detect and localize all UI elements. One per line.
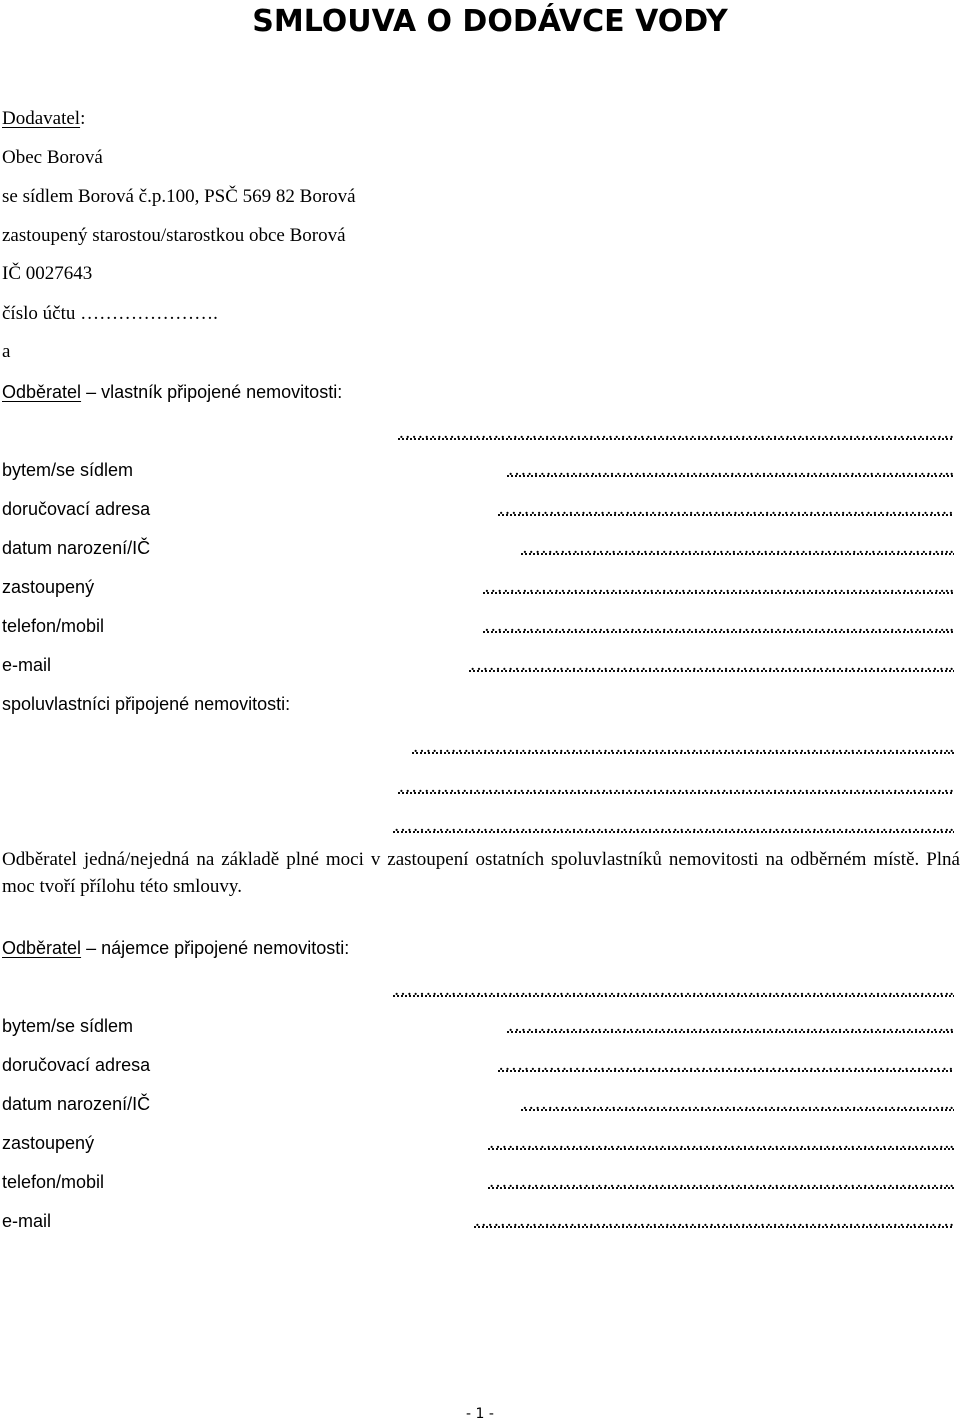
tenant-birth-label: datum narození/IČ	[2, 1094, 151, 1114]
proxy-paragraph: Odběratel jedná/nejedná na základě plné moci v zastoupení ostatních spoluvlastníků nemovitosti na odběrném místě. Plná moc tvoří přílohu této smlouvy.	[2, 849, 960, 897]
coowner-line-3[interactable]	[2, 814, 954, 838]
conjunction-and: a	[2, 341, 11, 362]
tenant-phone-field[interactable]	[2, 1170, 954, 1194]
tenant-phone-blank: ………………………………………………………………..	[488, 1171, 954, 1192]
tenant-name-blank: ……………………………………………………………………………..	[393, 979, 954, 1000]
owner-address-field[interactable]	[2, 497, 954, 521]
tenant-residence-blank: ……………………………………………………………..	[507, 1015, 954, 1036]
supplier-ic: IČ 0027643	[2, 263, 93, 284]
coowner-blank-3: ……………………………………………………………………………..	[393, 815, 954, 836]
owner-phone-blank: ………………………………………………………………...	[483, 615, 954, 636]
owner-email-field[interactable]	[2, 653, 954, 677]
owner-residence-label: bytem/se sídlem	[2, 460, 134, 480]
tenant-email-label: e-mail	[2, 1211, 52, 1231]
supplier-seat: se sídlem Borová č.p.100, PSČ 569 82 Borová	[2, 186, 356, 207]
owner-rep-label: zastoupený	[2, 577, 95, 597]
tenant-phone-label: telefon/mobil	[2, 1172, 105, 1192]
tenant-email-field[interactable]	[2, 1209, 954, 1233]
tenant-rep-field[interactable]	[2, 1131, 954, 1155]
owner-birth-field[interactable]	[2, 536, 954, 560]
document-title: SMLOUVA O DODÁVCE VODY	[252, 4, 728, 39]
owner-residence-field[interactable]	[2, 458, 954, 482]
tenant-rep-blank: ………………………………………………………………..	[488, 1132, 954, 1153]
supplier-heading-colon: :	[80, 108, 86, 129]
tenant-address-blank: ………………………………………………………………	[498, 1054, 954, 1075]
owner-phone-label: telefon/mobil	[2, 616, 105, 636]
supplier-account: číslo účtu ………………….	[2, 303, 218, 324]
coowner-blank-2: …………………………………………………………………………….	[398, 776, 954, 797]
owner-birth-blank: …………………………………………………………...	[521, 537, 954, 558]
owner-name-field[interactable]	[2, 421, 954, 445]
owner-phone-field[interactable]	[2, 614, 954, 638]
owner-name-blank: …………………………………………………………………………….	[398, 422, 954, 443]
owner-heading: Odběratel	[2, 382, 82, 402]
owner-rep-blank: ………………………………………………………………...	[483, 576, 954, 597]
coowner-line-1[interactable]	[2, 735, 954, 759]
tenant-residence-label: bytem/se sídlem	[2, 1016, 134, 1036]
owner-rep-field[interactable]	[2, 575, 954, 599]
tenant-address-label: doručovací adresa	[2, 1055, 151, 1075]
tenant-email-blank: ………………………………………………………………….	[474, 1210, 954, 1231]
coowner-line-2[interactable]	[2, 775, 954, 799]
tenant-name-field[interactable]	[2, 978, 954, 1002]
owner-residence-blank: ……………………………………………………………..	[507, 459, 954, 480]
owner-coowners-label: spoluvlastníci připojené nemovitosti:	[2, 694, 291, 714]
tenant-heading: Odběratel	[2, 938, 82, 958]
tenant-heading-rest: – nájemce připojené nemovitosti:	[81, 938, 350, 958]
tenant-birth-blank: …………………………………………………………...	[521, 1093, 954, 1114]
tenant-heading-line	[2, 936, 349, 960]
owner-email-label: e-mail	[2, 655, 52, 675]
tenant-rep-label: zastoupený	[2, 1133, 95, 1153]
tenant-address-field[interactable]	[2, 1053, 954, 1077]
owner-heading-line	[2, 380, 342, 404]
page-number: - 1 -	[466, 1406, 494, 1422]
owner-address-blank: ………………………………………………………………	[498, 498, 954, 519]
supplier-represented: zastoupený starostou/starostkou obce Borová	[2, 225, 346, 246]
coowner-blank-1: …………………………………………………………………………..	[412, 736, 954, 757]
owner-address-label: doručovací adresa	[2, 499, 151, 519]
owner-email-blank: …………………………………………………………………..	[469, 654, 954, 675]
supplier-heading: Dodavatel	[2, 108, 81, 129]
supplier-name: Obec Borová	[2, 147, 103, 168]
tenant-residence-field[interactable]	[2, 1014, 954, 1038]
tenant-birth-field[interactable]	[2, 1092, 954, 1116]
owner-birth-label: datum narození/IČ	[2, 538, 151, 558]
supplier-heading-line	[2, 107, 85, 131]
owner-heading-rest: – vlastník připojené nemovitosti:	[81, 382, 343, 402]
